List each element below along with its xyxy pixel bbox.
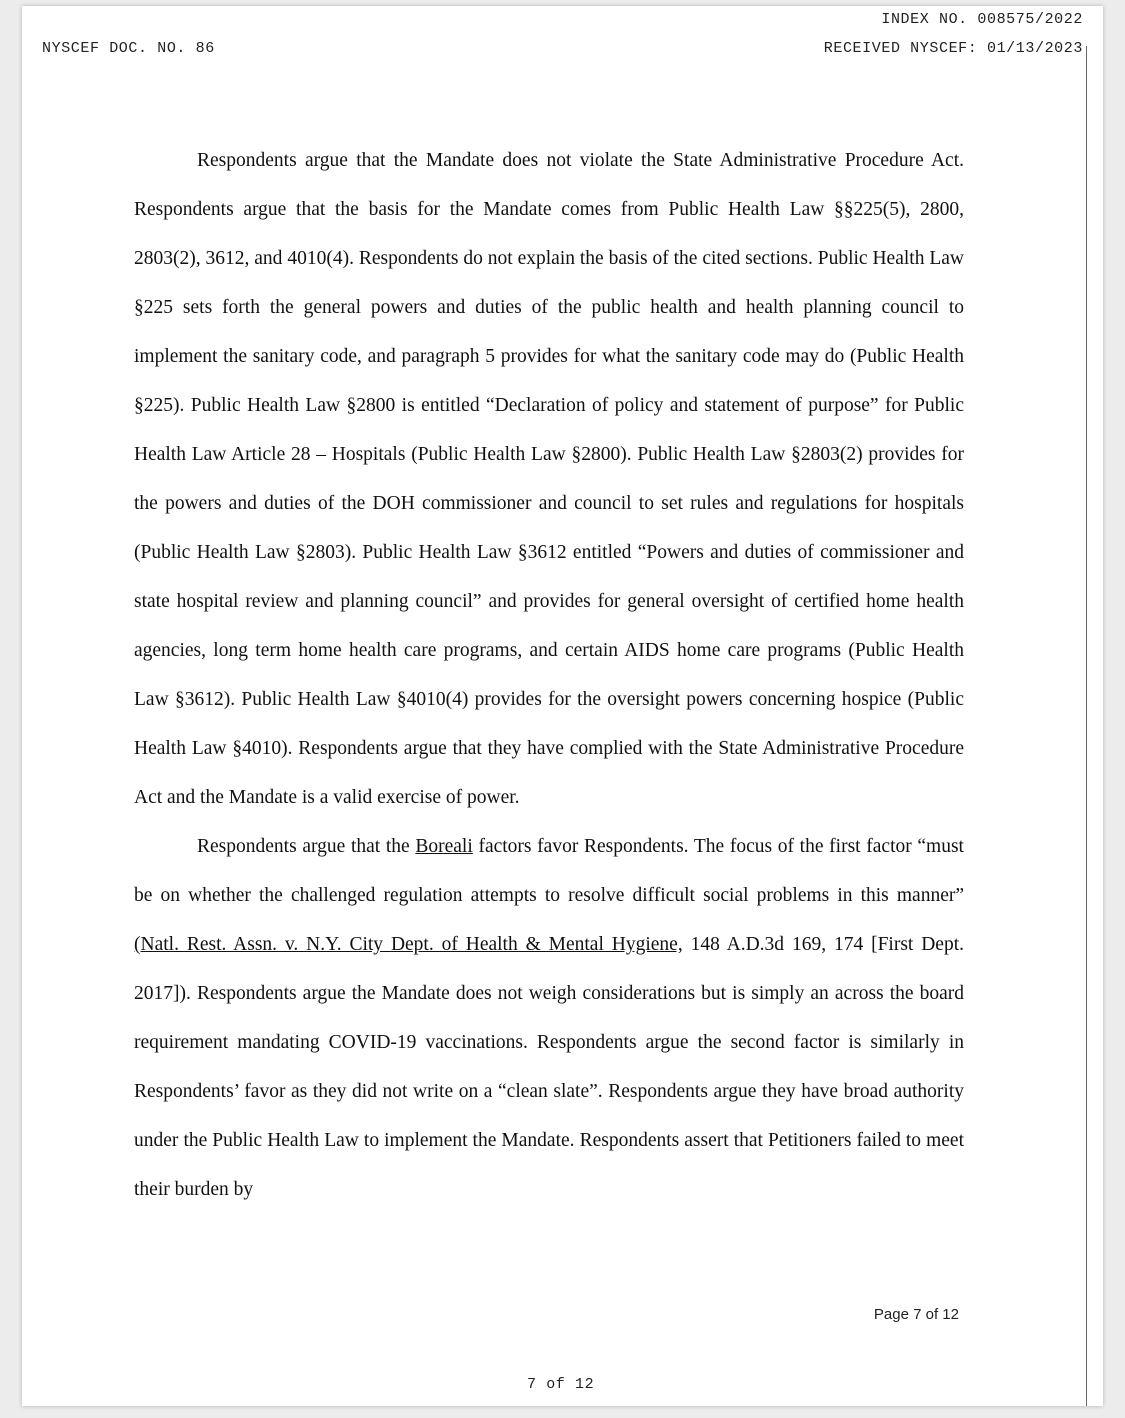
paragraph-2-text: Respondents argue that the xyxy=(197,836,416,857)
case-citation: (Natl. Rest. Assn. v. N.Y. City Dept. of Health & Mental Hygiene, xyxy=(134,934,683,955)
doc-number: NYSCEF DOC. NO. 86 xyxy=(42,40,215,57)
received-date: RECEIVED NYSCEF: 01/13/2023 xyxy=(823,40,1083,57)
boreali-case-name: Boreali xyxy=(415,836,473,857)
document-page xyxy=(22,6,1103,1406)
page-number: 7 of 12 xyxy=(527,1376,595,1393)
index-number: INDEX NO. 008575/2022 xyxy=(881,11,1083,28)
body-text xyxy=(134,136,964,1214)
scan-edge-line xyxy=(1086,46,1087,1406)
paragraph-2 xyxy=(134,822,964,1214)
paragraph-1: Respondents argue that the Mandate does not violate the State Administrative Procedure Act. Respondents argue that the basis for the Mandate comes from Public Health Law §§225(5), 2800, 2803(2), 3612, and 4010(4). Respondents do not explain the basis of the cited sections. Public Health Law §225 sets forth the general powers and duties of the public health and health planning council to implement the sanitary code, and paragraph 5 provides for what the sanitary code may do (Public Health §225). Public Health Law §2800 is entitled “Declaration of policy and statement of purpose” for Public Health Law Article 28 – Hospitals (Public Health Law §2800). Public Health Law §2803(2) provides for the powers and duties of the DOH commissioner and council to set rules and regulations for hospitals (Public Health Law §2803). Public Health Law §3612 entitled “Powers and duties of commissioner and state hospital review and planning council” and provides for general oversight of certified home health agencies, long term home health care programs, and certain AIDS home care programs (Public Health Law §3612). Public Health Law §4010(4) provides for the oversight powers concerning hospice (Public Health Law §4010). Respondents argue that they have complied with the State Administrative Procedure Act and the Mandate is a valid exercise of power. xyxy=(134,150,964,808)
paragraph-2-text: factors favor Respondents. The focus of the first factor “must be on whether the challenged regulation attempts to resolve difficult social problems in this manner” xyxy=(134,836,964,906)
page-label: Page 7 of 12 xyxy=(873,1306,959,1323)
paragraph-2-text: 148 A.D.3d 169, 174 [First Dept. 2017]). Respondents argue the Mandate does not weigh considerations but is simply an across the board requirement mandating COVID-19 vaccinations. Respondents argue the second factor is similarly in Respondents’ favor as they did not write on a “clean slate”. Respondents argue they have broad authority under the Public Health Law to implement the Mandate. Respondents assert that Petitioners failed to meet their burden by xyxy=(134,934,965,1200)
